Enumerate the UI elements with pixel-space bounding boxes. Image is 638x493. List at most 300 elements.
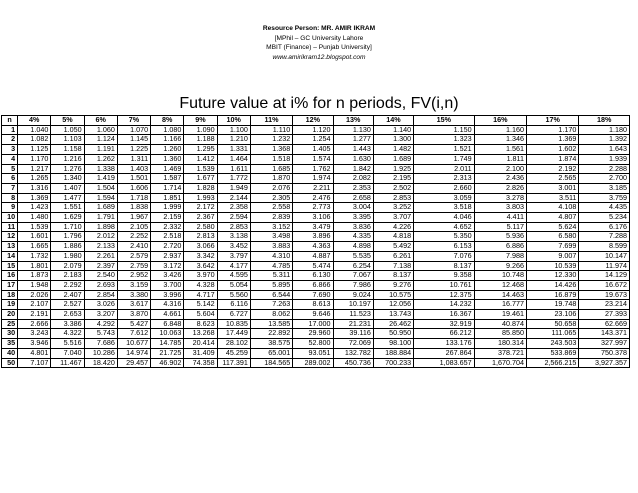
value-cell: 1.886 bbox=[51, 242, 84, 252]
value-cell: 3.803 bbox=[474, 203, 526, 213]
value-cell: 2.191 bbox=[18, 310, 51, 320]
value-cell: 1.412 bbox=[184, 154, 217, 164]
value-cell: 3.106 bbox=[293, 213, 333, 223]
value-cell: 10.197 bbox=[333, 300, 373, 310]
value-cell: 7.612 bbox=[117, 329, 150, 339]
value-cell: 12.468 bbox=[474, 280, 526, 290]
value-cell: 4.887 bbox=[293, 251, 333, 261]
value-cell: 1.040 bbox=[18, 125, 51, 135]
value-cell: 1.643 bbox=[579, 145, 630, 155]
table-row bbox=[2, 183, 630, 193]
period-cell: 12 bbox=[2, 232, 18, 242]
value-cell: 1.796 bbox=[51, 232, 84, 242]
period-cell: 4 bbox=[2, 154, 18, 164]
value-cell: 6.580 bbox=[527, 232, 579, 242]
table-body bbox=[2, 125, 630, 368]
value-cell: 16.777 bbox=[474, 300, 526, 310]
website-link[interactable]: www.amirikram12.blogspot.com bbox=[272, 53, 366, 61]
value-cell: 6.176 bbox=[579, 222, 630, 232]
table-row bbox=[2, 242, 630, 252]
value-cell: 1.851 bbox=[151, 193, 184, 203]
value-cell: 1,670.704 bbox=[474, 358, 526, 368]
value-cell: 1.130 bbox=[333, 125, 373, 135]
value-cell: 5.516 bbox=[51, 339, 84, 349]
value-cell: 6.130 bbox=[293, 271, 333, 281]
value-cell: 2.854 bbox=[84, 290, 117, 300]
value-cell: 1.464 bbox=[217, 154, 250, 164]
value-cell: 2.105 bbox=[117, 222, 150, 232]
value-cell: 2.937 bbox=[151, 251, 184, 261]
value-cell: 1.874 bbox=[527, 154, 579, 164]
value-cell: 3.946 bbox=[18, 339, 51, 349]
value-cell: 7.699 bbox=[527, 242, 579, 252]
value-cell: 6.727 bbox=[217, 310, 250, 320]
period-cell: 8 bbox=[2, 193, 18, 203]
value-cell: 2.853 bbox=[217, 222, 250, 232]
value-cell: 1.602 bbox=[527, 145, 579, 155]
value-cell: 1.967 bbox=[117, 213, 150, 223]
value-cell: 8.062 bbox=[250, 310, 292, 320]
value-cell: 1.300 bbox=[373, 135, 413, 145]
value-cell: 2.144 bbox=[217, 193, 250, 203]
value-cell: 1.482 bbox=[373, 145, 413, 155]
column-header-rate: 14% bbox=[373, 116, 413, 126]
value-cell: 2.195 bbox=[373, 174, 413, 184]
value-cell: 26.462 bbox=[373, 319, 413, 329]
value-cell: 5.234 bbox=[579, 213, 630, 223]
period-cell: 9 bbox=[2, 203, 18, 213]
value-cell: 1.216 bbox=[51, 154, 84, 164]
value-cell: 7.076 bbox=[414, 251, 474, 261]
value-cell: 1.689 bbox=[373, 154, 413, 164]
table-row bbox=[2, 135, 630, 145]
value-cell: 19.673 bbox=[579, 290, 630, 300]
column-header-rate: 11% bbox=[250, 116, 292, 126]
value-cell: 7.686 bbox=[84, 339, 117, 349]
value-cell: 14.974 bbox=[117, 348, 150, 358]
table-row bbox=[2, 145, 630, 155]
value-cell: 11.974 bbox=[579, 261, 630, 271]
value-cell: 32.919 bbox=[414, 319, 474, 329]
value-cell: 3.426 bbox=[151, 271, 184, 281]
value-cell: 2.826 bbox=[474, 183, 526, 193]
value-cell: 5.311 bbox=[250, 271, 292, 281]
value-cell: 2.192 bbox=[527, 164, 579, 174]
value-cell: 29.457 bbox=[117, 358, 150, 368]
value-cell: 2.252 bbox=[117, 232, 150, 242]
value-cell: 1.346 bbox=[474, 135, 526, 145]
value-cell: 2.012 bbox=[84, 232, 117, 242]
value-cell: 1.316 bbox=[18, 183, 51, 193]
column-header-rate: 16% bbox=[474, 116, 526, 126]
value-cell: 19.748 bbox=[527, 300, 579, 310]
value-cell: 3.159 bbox=[117, 280, 150, 290]
period-cell: 30 bbox=[2, 329, 18, 339]
value-cell: 5.054 bbox=[217, 280, 250, 290]
value-cell: 2.011 bbox=[414, 164, 474, 174]
value-cell: 14.426 bbox=[527, 280, 579, 290]
value-cell: 1.443 bbox=[333, 145, 373, 155]
period-cell: 2 bbox=[2, 135, 18, 145]
value-cell: 3.836 bbox=[333, 222, 373, 232]
value-cell: 1.170 bbox=[527, 125, 579, 135]
value-cell: 2.558 bbox=[250, 203, 292, 213]
value-cell: 1.480 bbox=[18, 213, 51, 223]
value-cell: 143.371 bbox=[579, 329, 630, 339]
value-cell: 3.026 bbox=[84, 300, 117, 310]
column-header-rate: 12% bbox=[293, 116, 333, 126]
value-cell: 3,927.357 bbox=[579, 358, 630, 368]
value-cell: 5.895 bbox=[250, 280, 292, 290]
column-header-rate: 5% bbox=[51, 116, 84, 126]
value-cell: 2.172 bbox=[184, 203, 217, 213]
value-cell: 7.107 bbox=[18, 358, 51, 368]
value-cell: 1.594 bbox=[84, 193, 117, 203]
value-cell: 1.974 bbox=[293, 174, 333, 184]
value-cell: 10.147 bbox=[579, 251, 630, 261]
value-cell: 2.653 bbox=[51, 310, 84, 320]
value-cell: 14.232 bbox=[414, 300, 474, 310]
value-cell: 3.001 bbox=[527, 183, 579, 193]
value-cell: 23.214 bbox=[579, 300, 630, 310]
value-cell: 65.001 bbox=[250, 348, 292, 358]
value-cell: 1.405 bbox=[293, 145, 333, 155]
value-cell: 72.069 bbox=[333, 339, 373, 349]
table-row bbox=[2, 280, 630, 290]
value-cell: 1.331 bbox=[217, 145, 250, 155]
value-cell: 22.892 bbox=[250, 329, 292, 339]
value-cell: 9.276 bbox=[373, 280, 413, 290]
value-cell: 17.000 bbox=[293, 319, 333, 329]
column-header-rate: 17% bbox=[527, 116, 579, 126]
table-row bbox=[2, 290, 630, 300]
value-cell: 1.551 bbox=[51, 203, 84, 213]
value-cell: 4.292 bbox=[84, 319, 117, 329]
value-cell: 2.579 bbox=[117, 251, 150, 261]
value-cell: 2.367 bbox=[184, 213, 217, 223]
value-cell: 1.714 bbox=[151, 183, 184, 193]
period-cell: 35 bbox=[2, 339, 18, 349]
value-cell: 1.772 bbox=[217, 174, 250, 184]
value-cell: 1.732 bbox=[18, 251, 51, 261]
value-cell: 1.838 bbox=[117, 203, 150, 213]
table-row bbox=[2, 154, 630, 164]
value-cell: 9.007 bbox=[527, 251, 579, 261]
period-cell: 1 bbox=[2, 125, 18, 135]
value-cell: 23.106 bbox=[527, 310, 579, 320]
value-cell: 7.138 bbox=[373, 261, 413, 271]
table-row bbox=[2, 174, 630, 184]
value-cell: 1.124 bbox=[84, 135, 117, 145]
column-header-rate: 6% bbox=[84, 116, 117, 126]
column-header-rate: 15% bbox=[414, 116, 474, 126]
value-cell: 18.420 bbox=[84, 358, 117, 368]
page-title: Future value at i% for n periods, FV(i,n) bbox=[179, 95, 459, 112]
value-cell: 1.601 bbox=[18, 232, 51, 242]
value-cell: 1.340 bbox=[51, 174, 84, 184]
value-cell: 1.232 bbox=[250, 135, 292, 145]
value-cell: 7.067 bbox=[333, 271, 373, 281]
value-cell: 6.886 bbox=[474, 242, 526, 252]
value-cell: 10.748 bbox=[474, 271, 526, 281]
value-cell: 5.492 bbox=[373, 242, 413, 252]
value-cell: 2.527 bbox=[51, 300, 84, 310]
value-cell: 19.461 bbox=[474, 310, 526, 320]
value-cell: 2.839 bbox=[250, 213, 292, 223]
value-cell: 1.999 bbox=[151, 203, 184, 213]
value-cell: 1.403 bbox=[117, 164, 150, 174]
value-cell: 2.332 bbox=[151, 222, 184, 232]
degree-line: [MPhil – GC University Lahore bbox=[274, 34, 364, 42]
value-cell: 50.950 bbox=[373, 329, 413, 339]
period-cell: 20 bbox=[2, 310, 18, 320]
value-cell: 5.936 bbox=[474, 232, 526, 242]
value-cell: 5.142 bbox=[184, 300, 217, 310]
value-cell: 2.853 bbox=[373, 193, 413, 203]
period-cell: 11 bbox=[2, 222, 18, 232]
value-cell: 3.278 bbox=[474, 193, 526, 203]
column-header-rate: 4% bbox=[18, 116, 51, 126]
value-cell: 3.870 bbox=[117, 310, 150, 320]
value-cell: 2.952 bbox=[117, 271, 150, 281]
value-cell: 1.295 bbox=[184, 145, 217, 155]
value-cell: 3.172 bbox=[151, 261, 184, 271]
value-cell: 40.874 bbox=[474, 319, 526, 329]
value-cell: 10.575 bbox=[373, 290, 413, 300]
value-cell: 2.773 bbox=[293, 203, 333, 213]
value-cell: 1.160 bbox=[474, 125, 526, 135]
value-cell: 2.100 bbox=[474, 164, 526, 174]
table-header-row bbox=[2, 116, 630, 126]
value-cell: 533.869 bbox=[527, 348, 579, 358]
value-cell: 74.358 bbox=[184, 358, 217, 368]
value-cell: 1.980 bbox=[51, 251, 84, 261]
value-cell: 13.268 bbox=[184, 329, 217, 339]
value-cell: 4.335 bbox=[333, 232, 373, 242]
value-cell: 1.180 bbox=[579, 125, 630, 135]
value-cell: 52.800 bbox=[293, 339, 333, 349]
value-cell: 3.759 bbox=[579, 193, 630, 203]
value-cell: 267.864 bbox=[414, 348, 474, 358]
value-cell: 1.210 bbox=[217, 135, 250, 145]
value-cell: 5.474 bbox=[293, 261, 333, 271]
column-header-rate: 18% bbox=[579, 116, 630, 126]
value-cell: 3.883 bbox=[250, 242, 292, 252]
value-cell: 93.051 bbox=[293, 348, 333, 358]
value-cell: 1.630 bbox=[333, 154, 373, 164]
value-cell: 4.898 bbox=[333, 242, 373, 252]
value-cell: 450.736 bbox=[333, 358, 373, 368]
value-cell: 2.759 bbox=[117, 261, 150, 271]
resource-person: Resource Person: MR. AMIR IKRAM bbox=[262, 25, 376, 32]
value-cell: 180.314 bbox=[474, 339, 526, 349]
value-cell: 1.710 bbox=[51, 222, 84, 232]
value-cell: 2.107 bbox=[18, 300, 51, 310]
value-cell: 1.265 bbox=[18, 174, 51, 184]
value-cell: 1.311 bbox=[117, 154, 150, 164]
value-cell: 1.277 bbox=[333, 135, 373, 145]
value-cell: 6.254 bbox=[333, 261, 373, 271]
value-cell: 9.358 bbox=[414, 271, 474, 281]
period-cell: 40 bbox=[2, 348, 18, 358]
value-cell: 378.721 bbox=[474, 348, 526, 358]
value-cell: 2.313 bbox=[414, 174, 474, 184]
value-cell: 4.435 bbox=[579, 203, 630, 213]
value-cell: 45.259 bbox=[217, 348, 250, 358]
value-cell: 10.761 bbox=[414, 280, 474, 290]
value-cell: 1.606 bbox=[117, 183, 150, 193]
period-cell: 3 bbox=[2, 145, 18, 155]
value-cell: 1.504 bbox=[84, 183, 117, 193]
value-cell: 3.970 bbox=[184, 271, 217, 281]
period-cell: 14 bbox=[2, 251, 18, 261]
value-cell: 46.902 bbox=[151, 358, 184, 368]
value-cell: 3.479 bbox=[293, 222, 333, 232]
table-row bbox=[2, 213, 630, 223]
value-cell: 3.996 bbox=[151, 290, 184, 300]
value-cell: 243.503 bbox=[527, 339, 579, 349]
column-header-rate: 7% bbox=[117, 116, 150, 126]
table-row bbox=[2, 164, 630, 174]
value-cell: 1.469 bbox=[151, 164, 184, 174]
value-cell: 4.328 bbox=[184, 280, 217, 290]
table-row bbox=[2, 358, 630, 368]
value-cell: 1.749 bbox=[414, 154, 474, 164]
value-cell: 3.342 bbox=[184, 251, 217, 261]
value-cell: 1.369 bbox=[18, 193, 51, 203]
value-cell: 2.397 bbox=[84, 261, 117, 271]
value-cell: 3.700 bbox=[151, 280, 184, 290]
column-header-rate: 13% bbox=[333, 116, 373, 126]
value-cell: 8.137 bbox=[414, 261, 474, 271]
value-cell: 6.261 bbox=[373, 251, 413, 261]
period-cell: 6 bbox=[2, 174, 18, 184]
value-cell: 5.624 bbox=[527, 222, 579, 232]
value-cell: 1.477 bbox=[51, 193, 84, 203]
value-cell: 2.660 bbox=[414, 183, 474, 193]
value-cell: 12.375 bbox=[414, 290, 474, 300]
value-cell: 3.066 bbox=[184, 242, 217, 252]
value-cell: 1.262 bbox=[84, 154, 117, 164]
value-cell: 38.575 bbox=[250, 339, 292, 349]
value-cell: 132.782 bbox=[333, 348, 373, 358]
value-cell: 98.100 bbox=[373, 339, 413, 349]
value-cell: 3.452 bbox=[217, 242, 250, 252]
value-cell: 21.725 bbox=[151, 348, 184, 358]
value-cell: 6.866 bbox=[293, 280, 333, 290]
value-cell: 16.879 bbox=[527, 290, 579, 300]
period-cell: 19 bbox=[2, 300, 18, 310]
value-cell: 10.286 bbox=[84, 348, 117, 358]
value-cell: 327.997 bbox=[579, 339, 630, 349]
value-cell: 1.501 bbox=[117, 174, 150, 184]
value-cell: 117.391 bbox=[217, 358, 250, 368]
value-cell: 10.677 bbox=[117, 339, 150, 349]
table-row bbox=[2, 251, 630, 261]
value-cell: 2.358 bbox=[217, 203, 250, 213]
value-cell: 1.070 bbox=[117, 125, 150, 135]
column-header-rate: 8% bbox=[151, 116, 184, 126]
value-cell: 1.060 bbox=[84, 125, 117, 135]
value-cell: 3.004 bbox=[333, 203, 373, 213]
value-cell: 3.380 bbox=[117, 290, 150, 300]
period-cell: 13 bbox=[2, 242, 18, 252]
period-cell: 18 bbox=[2, 290, 18, 300]
value-cell: 1.587 bbox=[151, 174, 184, 184]
value-cell: 9.266 bbox=[474, 261, 526, 271]
value-cell: 14.129 bbox=[579, 271, 630, 281]
value-cell: 3.642 bbox=[184, 261, 217, 271]
value-cell: 1.103 bbox=[51, 135, 84, 145]
value-cell: 8.613 bbox=[293, 300, 333, 310]
value-cell: 2.700 bbox=[579, 174, 630, 184]
value-cell: 29.960 bbox=[293, 329, 333, 339]
value-cell: 2.476 bbox=[293, 193, 333, 203]
value-cell: 4.801 bbox=[18, 348, 51, 358]
table-row bbox=[2, 125, 630, 135]
value-cell: 2.436 bbox=[474, 174, 526, 184]
value-cell: 1.828 bbox=[184, 183, 217, 193]
value-cell: 2.211 bbox=[293, 183, 333, 193]
value-cell: 7.288 bbox=[579, 232, 630, 242]
value-cell: 2.076 bbox=[250, 183, 292, 193]
value-cell: 4.310 bbox=[250, 251, 292, 261]
value-cell: 10.539 bbox=[527, 261, 579, 271]
value-cell: 1.718 bbox=[117, 193, 150, 203]
value-cell: 1.150 bbox=[414, 125, 474, 135]
value-cell: 1.993 bbox=[184, 193, 217, 203]
value-cell: 2.082 bbox=[333, 174, 373, 184]
table-row bbox=[2, 232, 630, 242]
value-cell: 13.743 bbox=[373, 310, 413, 320]
value-cell: 2.502 bbox=[373, 183, 413, 193]
value-cell: 1.939 bbox=[579, 154, 630, 164]
value-cell: 10.835 bbox=[217, 319, 250, 329]
value-cell: 1.217 bbox=[18, 164, 51, 174]
value-cell: 3.243 bbox=[18, 329, 51, 339]
column-header-rate: 10% bbox=[217, 116, 250, 126]
table-row bbox=[2, 339, 630, 349]
value-cell: 2.565 bbox=[527, 174, 579, 184]
value-cell: 1.791 bbox=[84, 213, 117, 223]
column-header-n: n bbox=[2, 116, 18, 126]
value-cell: 31.409 bbox=[184, 348, 217, 358]
value-cell: 7.986 bbox=[333, 280, 373, 290]
value-cell: 1.762 bbox=[293, 164, 333, 174]
value-cell: 1.423 bbox=[18, 203, 51, 213]
value-cell: 4.177 bbox=[217, 261, 250, 271]
value-cell: 6.153 bbox=[414, 242, 474, 252]
future-value-table bbox=[1, 115, 630, 368]
value-cell: 4.807 bbox=[527, 213, 579, 223]
value-cell: 1.948 bbox=[18, 280, 51, 290]
value-cell: 289.002 bbox=[293, 358, 333, 368]
mbit-line: MBIT (Finance) – Punjab University] bbox=[266, 44, 372, 51]
value-cell: 2.353 bbox=[333, 183, 373, 193]
value-cell: 1.166 bbox=[151, 135, 184, 145]
value-cell: 1.561 bbox=[474, 145, 526, 155]
value-cell: 39.116 bbox=[333, 329, 373, 339]
value-cell: 27.393 bbox=[579, 310, 630, 320]
value-cell: 2.813 bbox=[184, 232, 217, 242]
value-cell: 2.580 bbox=[184, 222, 217, 232]
value-cell: 85.850 bbox=[474, 329, 526, 339]
value-cell: 1.260 bbox=[151, 145, 184, 155]
value-cell: 1.082 bbox=[18, 135, 51, 145]
value-cell: 2.658 bbox=[333, 193, 373, 203]
value-cell: 2.540 bbox=[84, 271, 117, 281]
value-cell: 1.338 bbox=[84, 164, 117, 174]
